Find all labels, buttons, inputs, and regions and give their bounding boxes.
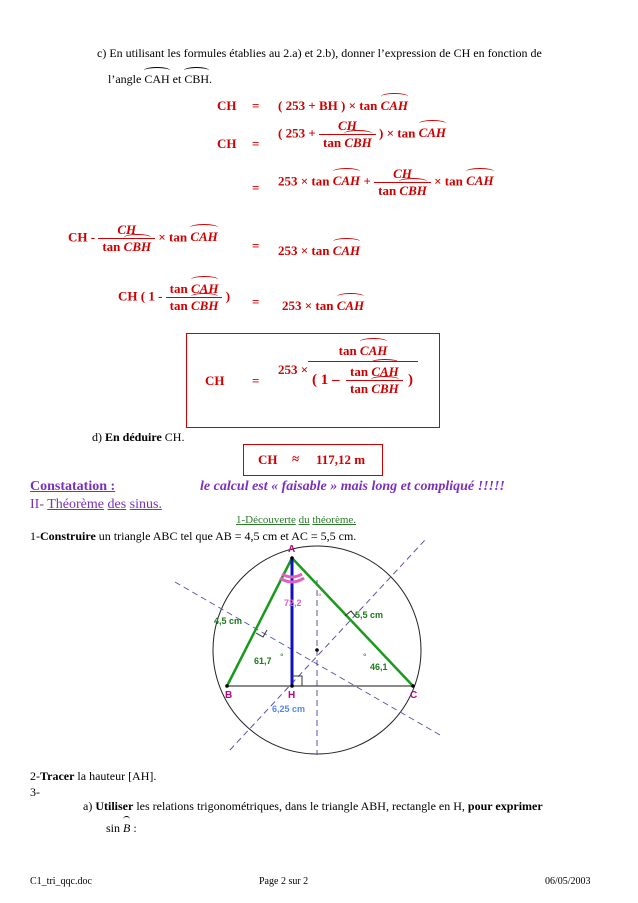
eq6-lhs: CH bbox=[205, 373, 225, 388]
eq5-rhs: 253 × tan CAH bbox=[282, 298, 365, 313]
eq2-lhs: CH bbox=[217, 136, 237, 151]
label-h: H bbox=[288, 690, 296, 701]
eq2-equals: = bbox=[252, 136, 260, 151]
eq4-lhs: CH - $\frac{CH}{\text{tan CBH}}$ × tan CAH bbox=[68, 222, 218, 254]
eq5-equals: = bbox=[252, 294, 260, 309]
right-angle-ab bbox=[256, 630, 267, 637]
bisector-ab bbox=[175, 582, 440, 735]
part-c-line1: c) En utilisant les formules établies au 2.a) et 2.b), donner l’expression de CH en fonction de bbox=[97, 46, 542, 60]
label-angle-c: 46,1 bbox=[370, 662, 388, 672]
step-3a: a) Utiliser les relations trigonométriques, dans le triangle ABH, rectangle en H, pour exprimer bbox=[83, 799, 543, 813]
eq1-equals: = bbox=[252, 98, 260, 113]
eq6-rhs-a: 253 × bbox=[278, 362, 309, 377]
part-d: d) En déduire CH. bbox=[92, 430, 185, 444]
eq3-equals: = bbox=[252, 180, 260, 195]
result-approx: ≈ bbox=[292, 451, 300, 466]
eq2-rhs: ( 253 + $\frac{CH}{\text{tan CBH}}$ ) × tan CAH bbox=[278, 118, 447, 150]
label-bc: 6,25 cm bbox=[272, 704, 306, 714]
result-lhs: CH bbox=[258, 452, 278, 467]
step-3a-sin: sin B : bbox=[106, 821, 137, 835]
constatation-text: le calcul est « faisable » mais long et compliqué !!!!! bbox=[200, 479, 505, 494]
part-c-line2: l’angle CAH et CBH. bbox=[108, 72, 213, 86]
constatation-label: Constatation : bbox=[30, 479, 116, 494]
triangle-figure bbox=[170, 540, 470, 755]
footer-filename: C1_tri_qqc.doc bbox=[30, 876, 92, 887]
svg-text:°: ° bbox=[280, 652, 284, 662]
side-ac bbox=[292, 558, 413, 686]
eq6-equals: = bbox=[252, 373, 260, 388]
eq1-rhs: ( 253 + BH ) × tan CAH bbox=[278, 98, 409, 113]
svg-text:°: ° bbox=[318, 592, 322, 602]
footer-date: 06/05/2003 bbox=[545, 876, 591, 887]
step-1: 1-Construire un triangle ABC tel que AB = 4,5 cm et AC = 5,5 cm. bbox=[30, 529, 357, 543]
label-c: C bbox=[410, 690, 418, 701]
label-b: B bbox=[225, 690, 233, 701]
label-angle-a: 72,2 bbox=[284, 598, 302, 608]
label-angle-b: 61,7 bbox=[254, 656, 272, 666]
result-value: 117,12 m bbox=[316, 452, 366, 467]
subsection-heading: 1-Découverte du théorème. bbox=[236, 514, 357, 526]
step-3: 3- bbox=[30, 785, 40, 799]
eq5-lhs: CH ( 1 - $\frac{\text{tan CAH}}{\text{tan CBH}}$ ) bbox=[118, 281, 231, 313]
footer-page: Page 2 sur 2 bbox=[259, 876, 309, 887]
angle-cah: CAH bbox=[144, 72, 170, 86]
eq6-fraction: tan CAH ( 1 – tan CAH tan CBH ) bbox=[308, 343, 418, 406]
eq4-rhs: 253 × tan CAH bbox=[278, 243, 361, 258]
section-heading: II- Théorème des sinus. bbox=[30, 497, 162, 512]
label-ac: 5,5 cm bbox=[355, 610, 384, 620]
eq4-equals: = bbox=[252, 238, 260, 253]
label-ab: 4,5 cm bbox=[214, 616, 243, 626]
eq1-lhs: CH bbox=[217, 98, 237, 113]
eq3-rhs: 253 × tan CAH + $\frac{CH}{\text{tan CBH}}$ × tan CAH bbox=[278, 166, 494, 198]
svg-text:°: ° bbox=[363, 652, 367, 662]
label-a: A bbox=[288, 544, 296, 555]
step-2: 2-Tracer la hauteur [AH]. bbox=[30, 769, 157, 783]
angle-cbh: CBH bbox=[184, 72, 210, 86]
